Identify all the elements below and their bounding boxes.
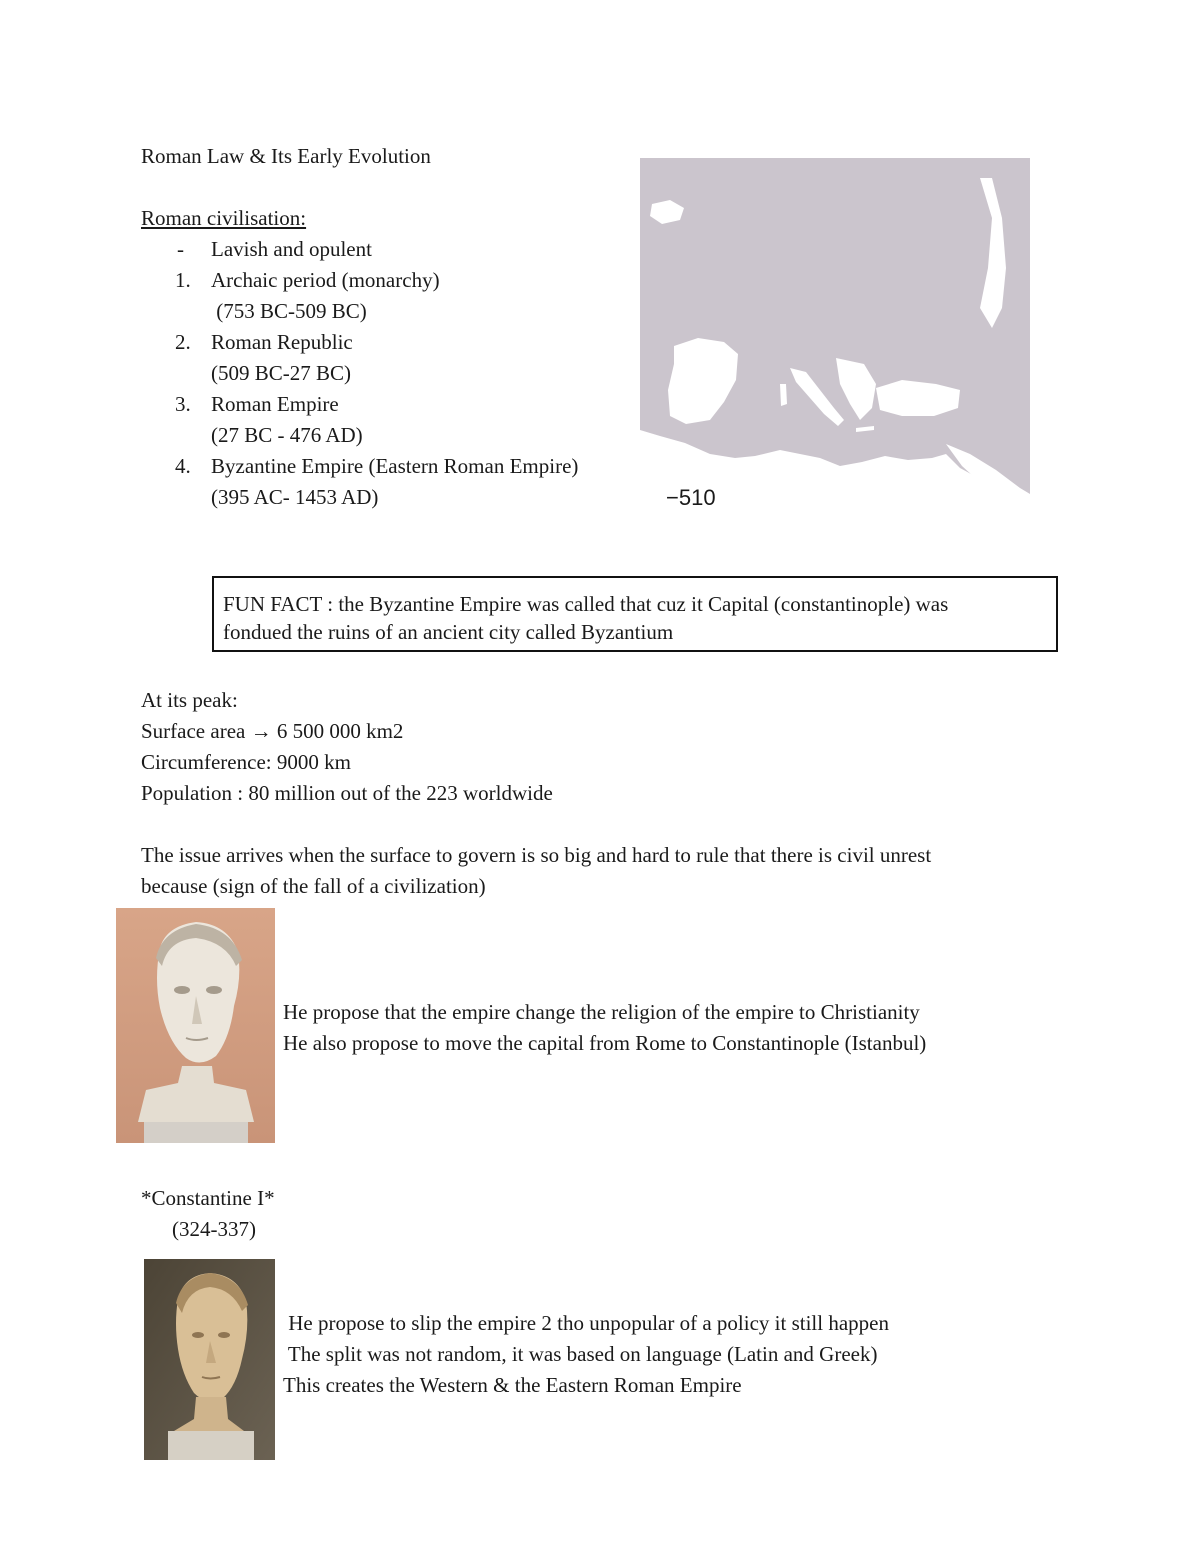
list-item-dates: (753 BC-509 BC) <box>211 299 367 323</box>
constantine-caption-years: (324-337) <box>172 1217 256 1241</box>
fun-fact-line: fondued the ruins of an ancient city called Byzantium <box>223 620 674 644</box>
list-marker: - <box>177 237 184 261</box>
peak-circumference: Circumference: 9000 km <box>141 750 351 774</box>
list-item-dates: (509 BC-27 BC) <box>211 361 352 385</box>
constantine-desc: He propose that the empire change the religion of the empire to Christianity <box>283 1000 920 1024</box>
peak-heading: At its peak: <box>141 688 238 712</box>
constantine-bust-image <box>116 908 275 1143</box>
emperor-bust-image <box>144 1259 275 1460</box>
list-marker: 1. <box>175 268 191 292</box>
constantine-caption-name: *Constantine I* <box>141 1186 275 1210</box>
fun-fact-box <box>212 576 1058 652</box>
emperor-desc: The split was not random, it was based on language (Latin and Greek) <box>283 1342 878 1366</box>
europe-map <box>640 158 1030 528</box>
issue-line: because (sign of the fall of a civilization) <box>141 874 486 898</box>
map-year-label: −510 <box>666 485 716 510</box>
list-item: Roman Empire <box>211 392 339 416</box>
peak-surface: Surface area → 6 500 000 km2 <box>141 719 404 743</box>
list-item: Roman Republic <box>211 330 353 354</box>
civilisation-heading: Roman civilisation: <box>141 206 307 230</box>
list-item-dates: (395 AC- 1453 AD) <box>211 485 379 509</box>
page-title: Roman Law & Its Early Evolution <box>141 144 431 168</box>
emperor-desc: He propose to slip the empire 2 tho unpopular of a policy it still happen <box>283 1311 889 1335</box>
list-marker: 4. <box>175 454 191 478</box>
list-item: Lavish and opulent <box>211 237 372 261</box>
constantine-desc: He also propose to move the capital from Rome to Constantinople (Istanbul) <box>283 1031 927 1055</box>
list-item: Byzantine Empire (Eastern Roman Empire) <box>211 454 579 478</box>
list-item-dates: (27 BC - 476 AD) <box>211 423 363 447</box>
list-marker: 2. <box>175 330 191 354</box>
list-item: Archaic period (monarchy) <box>211 268 440 292</box>
list-marker: 3. <box>175 392 191 416</box>
emperor-desc: This creates the Western & the Eastern Roman Empire <box>283 1373 742 1397</box>
issue-line: The issue arrives when the surface to govern is so big and hard to rule that there is civil unrest <box>141 843 932 867</box>
peak-population: Population : 80 million out of the 223 worldwide <box>141 781 553 805</box>
fun-fact-line: FUN FACT : the Byzantine Empire was called that cuz it Capital (constantinople) was <box>223 592 949 616</box>
